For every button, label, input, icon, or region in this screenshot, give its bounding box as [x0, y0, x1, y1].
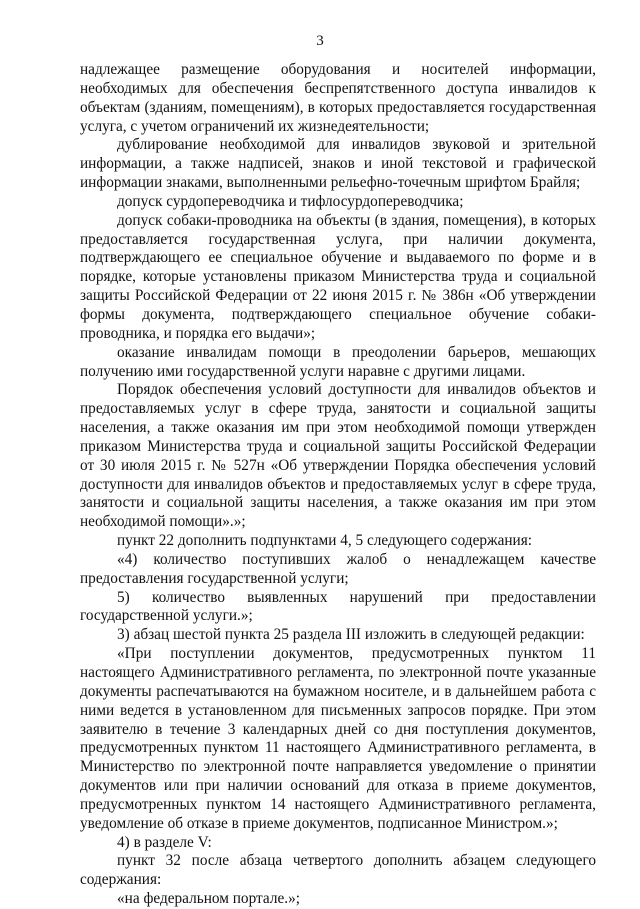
paragraph: «на федеральном портале.»; — [117, 890, 300, 908]
paragraph: 3) абзац шестой пункта 25 раздела III изложить в следующей редакции: — [117, 626, 585, 644]
paragraph: допуск сурдопереводчика и тифлосурдопереводчика; — [117, 192, 464, 210]
document-body — [80, 61, 596, 909]
page-number: 3 — [316, 33, 324, 49]
paragraph: 5) количество выявленных нарушений при предоставлении государственной услуги.»; — [80, 588, 596, 625]
paragraph: допуск собаки-проводника на объекты (в здания, помещения), в которых предоставляется государственная услуга, при наличии документа, подтверждающего ее специальное обучение и выдаваемого по форме и в порядке, которые установлены приказом Министерства труда и социальной защиты Российской Федерации от 22 июня 2015 г. № 386н «Об утверждении формы документа, подтверждающего специальное обучение собаки-проводника, и порядка его выдачи»; — [80, 211, 596, 342]
paragraph: пункт 32 после абзаца четвертого дополнить абзацем следующего содержания: — [80, 852, 596, 889]
paragraph: надлежащее размещение оборудования и носителей информации, необходимых для обеспечения беспрепятственного доступа инвалидов к объектам (зданиям, помещениям), в которых предоставляется государственная услуга, с учетом ограничений их жизнедеятельности; — [80, 61, 596, 135]
paragraph: «4) количество поступивших жалоб о ненадлежащем качестве предоставления государственной услуги; — [80, 550, 596, 587]
paragraph: «При поступлении документов, предусмотренных пунктом 11 настоящего Административного регламента, по электронной почте указанные документы распечатываются на бумажном носителе, и в дальнейшем работа с ними ведется в установленном для письменных запросов порядке. При этом заявителю в течение 3 календарных дней со дня поступления документов, предусмотренных пунктом 11 настоящего Административного регламента, в Министерство по электронной почте направляется уведомление о принятии документов или при наличии оснований для отказа в приеме документов, предусмотренных пунктом 14 настоящего Административного регламента, уведомление об отказе в приеме документов, подписанное Министром.»; — [80, 645, 596, 832]
paragraph: дублирование необходимой для инвалидов звуковой и зрительной информации, а также надписей, знаков и иной текстовой и графической информации знаками, выполненными рельефно-точечным шрифтом Брайля; — [80, 136, 596, 192]
paragraph: пункт 22 дополнить подпунктами 4, 5 следующего содержания: — [117, 532, 533, 550]
paragraph: 4) в разделе V: — [117, 833, 212, 851]
paragraph: Порядок обеспечения условий доступности для инвалидов объектов и предоставляемых услуг в сфере труда, занятости и социальной защиты населения, а также оказания им при этом необходимой помощи утвержден приказом Министерства труда и социальной защиты Российской Федерации от 30 июля 2015 г. № 527н «Об утверждении Порядка обеспечения условий доступности для инвалидов объектов и предоставляемых услуг в сфере труда, занятости и социальной защиты населения, а также оказания им при этом необходимой помощи».»; — [80, 381, 596, 531]
paragraph: оказание инвалидам помощи в преодолении барьеров, мешающих получению ими государственной услуги наравне с другими лицами. — [80, 343, 596, 380]
